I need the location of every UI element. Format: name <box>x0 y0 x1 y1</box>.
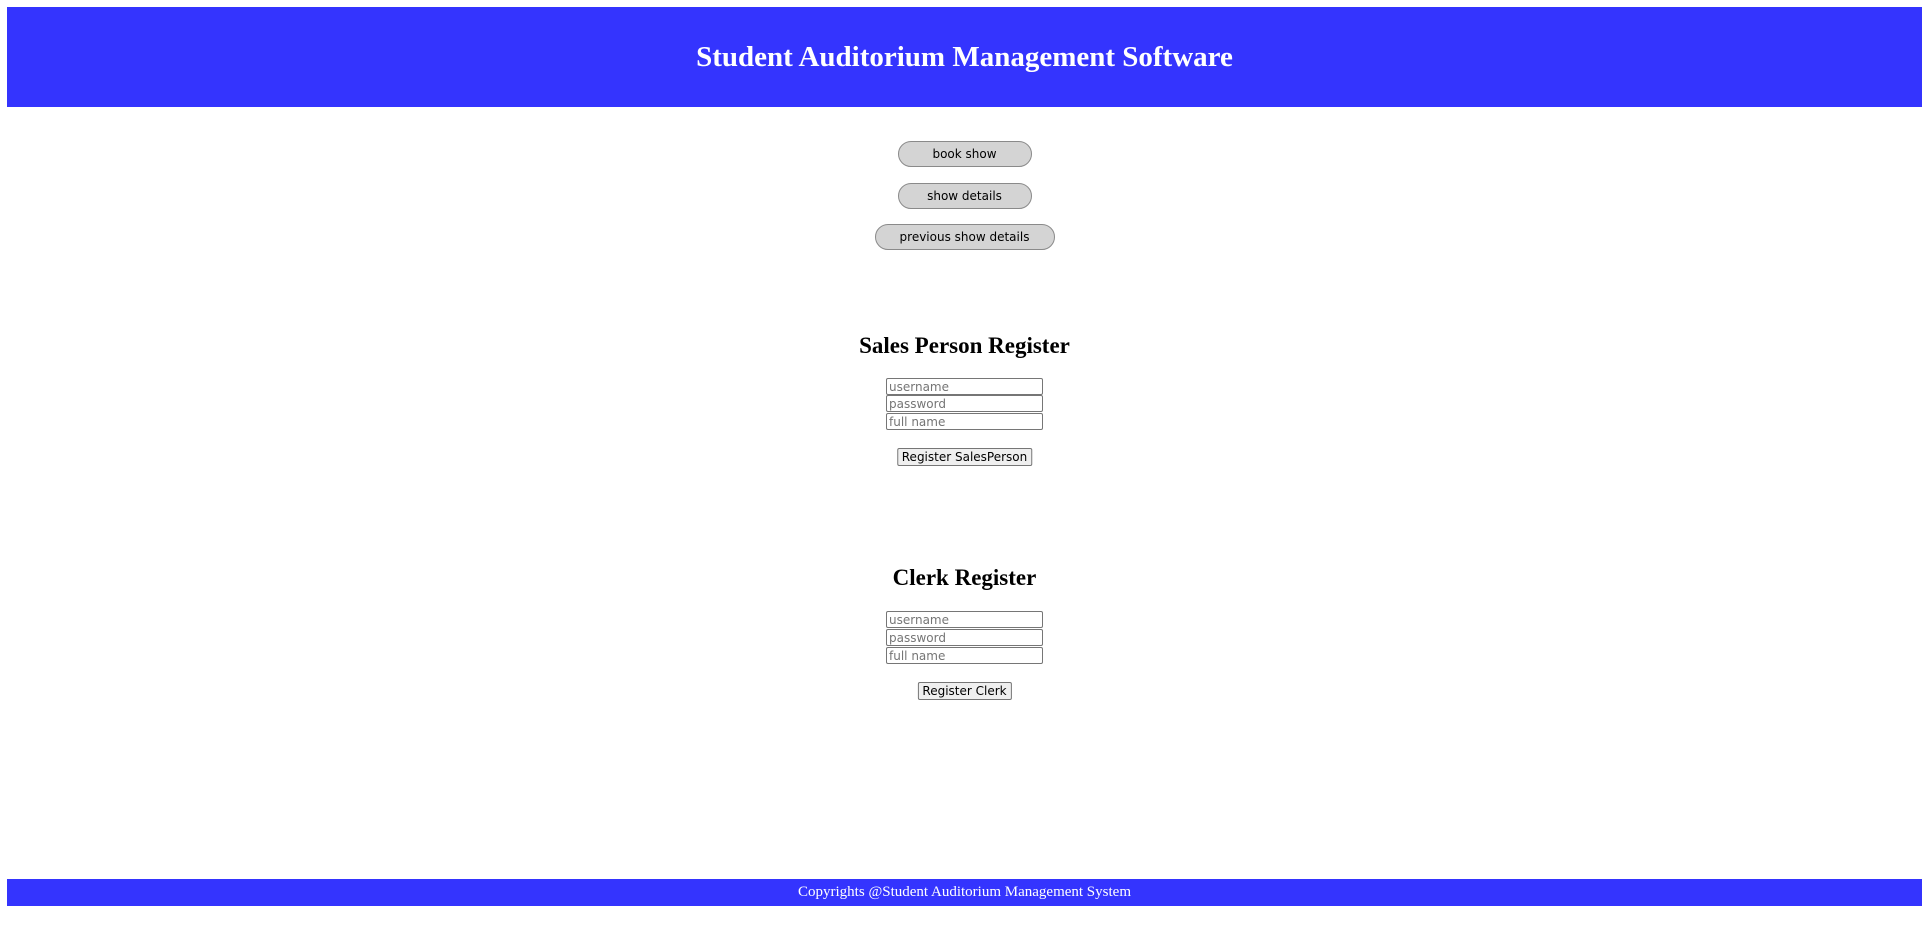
previous-show-details-button[interactable]: previous show details <box>875 224 1055 250</box>
clerk-register-heading: Clerk Register <box>892 565 1037 590</box>
page-title: Student Auditorium Management Software <box>696 40 1233 73</box>
copyright-text: Copyrights @Student Auditorium Management System <box>798 884 1131 900</box>
clerk-fullname-input[interactable] <box>886 647 1043 664</box>
sales-username-input[interactable] <box>886 378 1043 395</box>
sales-fullname-input[interactable] <box>886 413 1043 430</box>
book-show-button[interactable]: book show <box>898 141 1032 167</box>
register-salesperson-button[interactable]: Register SalesPerson <box>897 448 1032 466</box>
sales-password-input[interactable] <box>886 395 1043 412</box>
header-bar <box>7 7 1922 107</box>
clerk-password-input[interactable] <box>886 629 1043 646</box>
footer-bar <box>7 879 1922 906</box>
sales-person-register-heading: Sales Person Register <box>859 333 1070 358</box>
clerk-username-input[interactable] <box>886 611 1043 628</box>
show-details-button[interactable]: show details <box>898 183 1032 209</box>
register-clerk-button[interactable]: Register Clerk <box>917 682 1011 700</box>
